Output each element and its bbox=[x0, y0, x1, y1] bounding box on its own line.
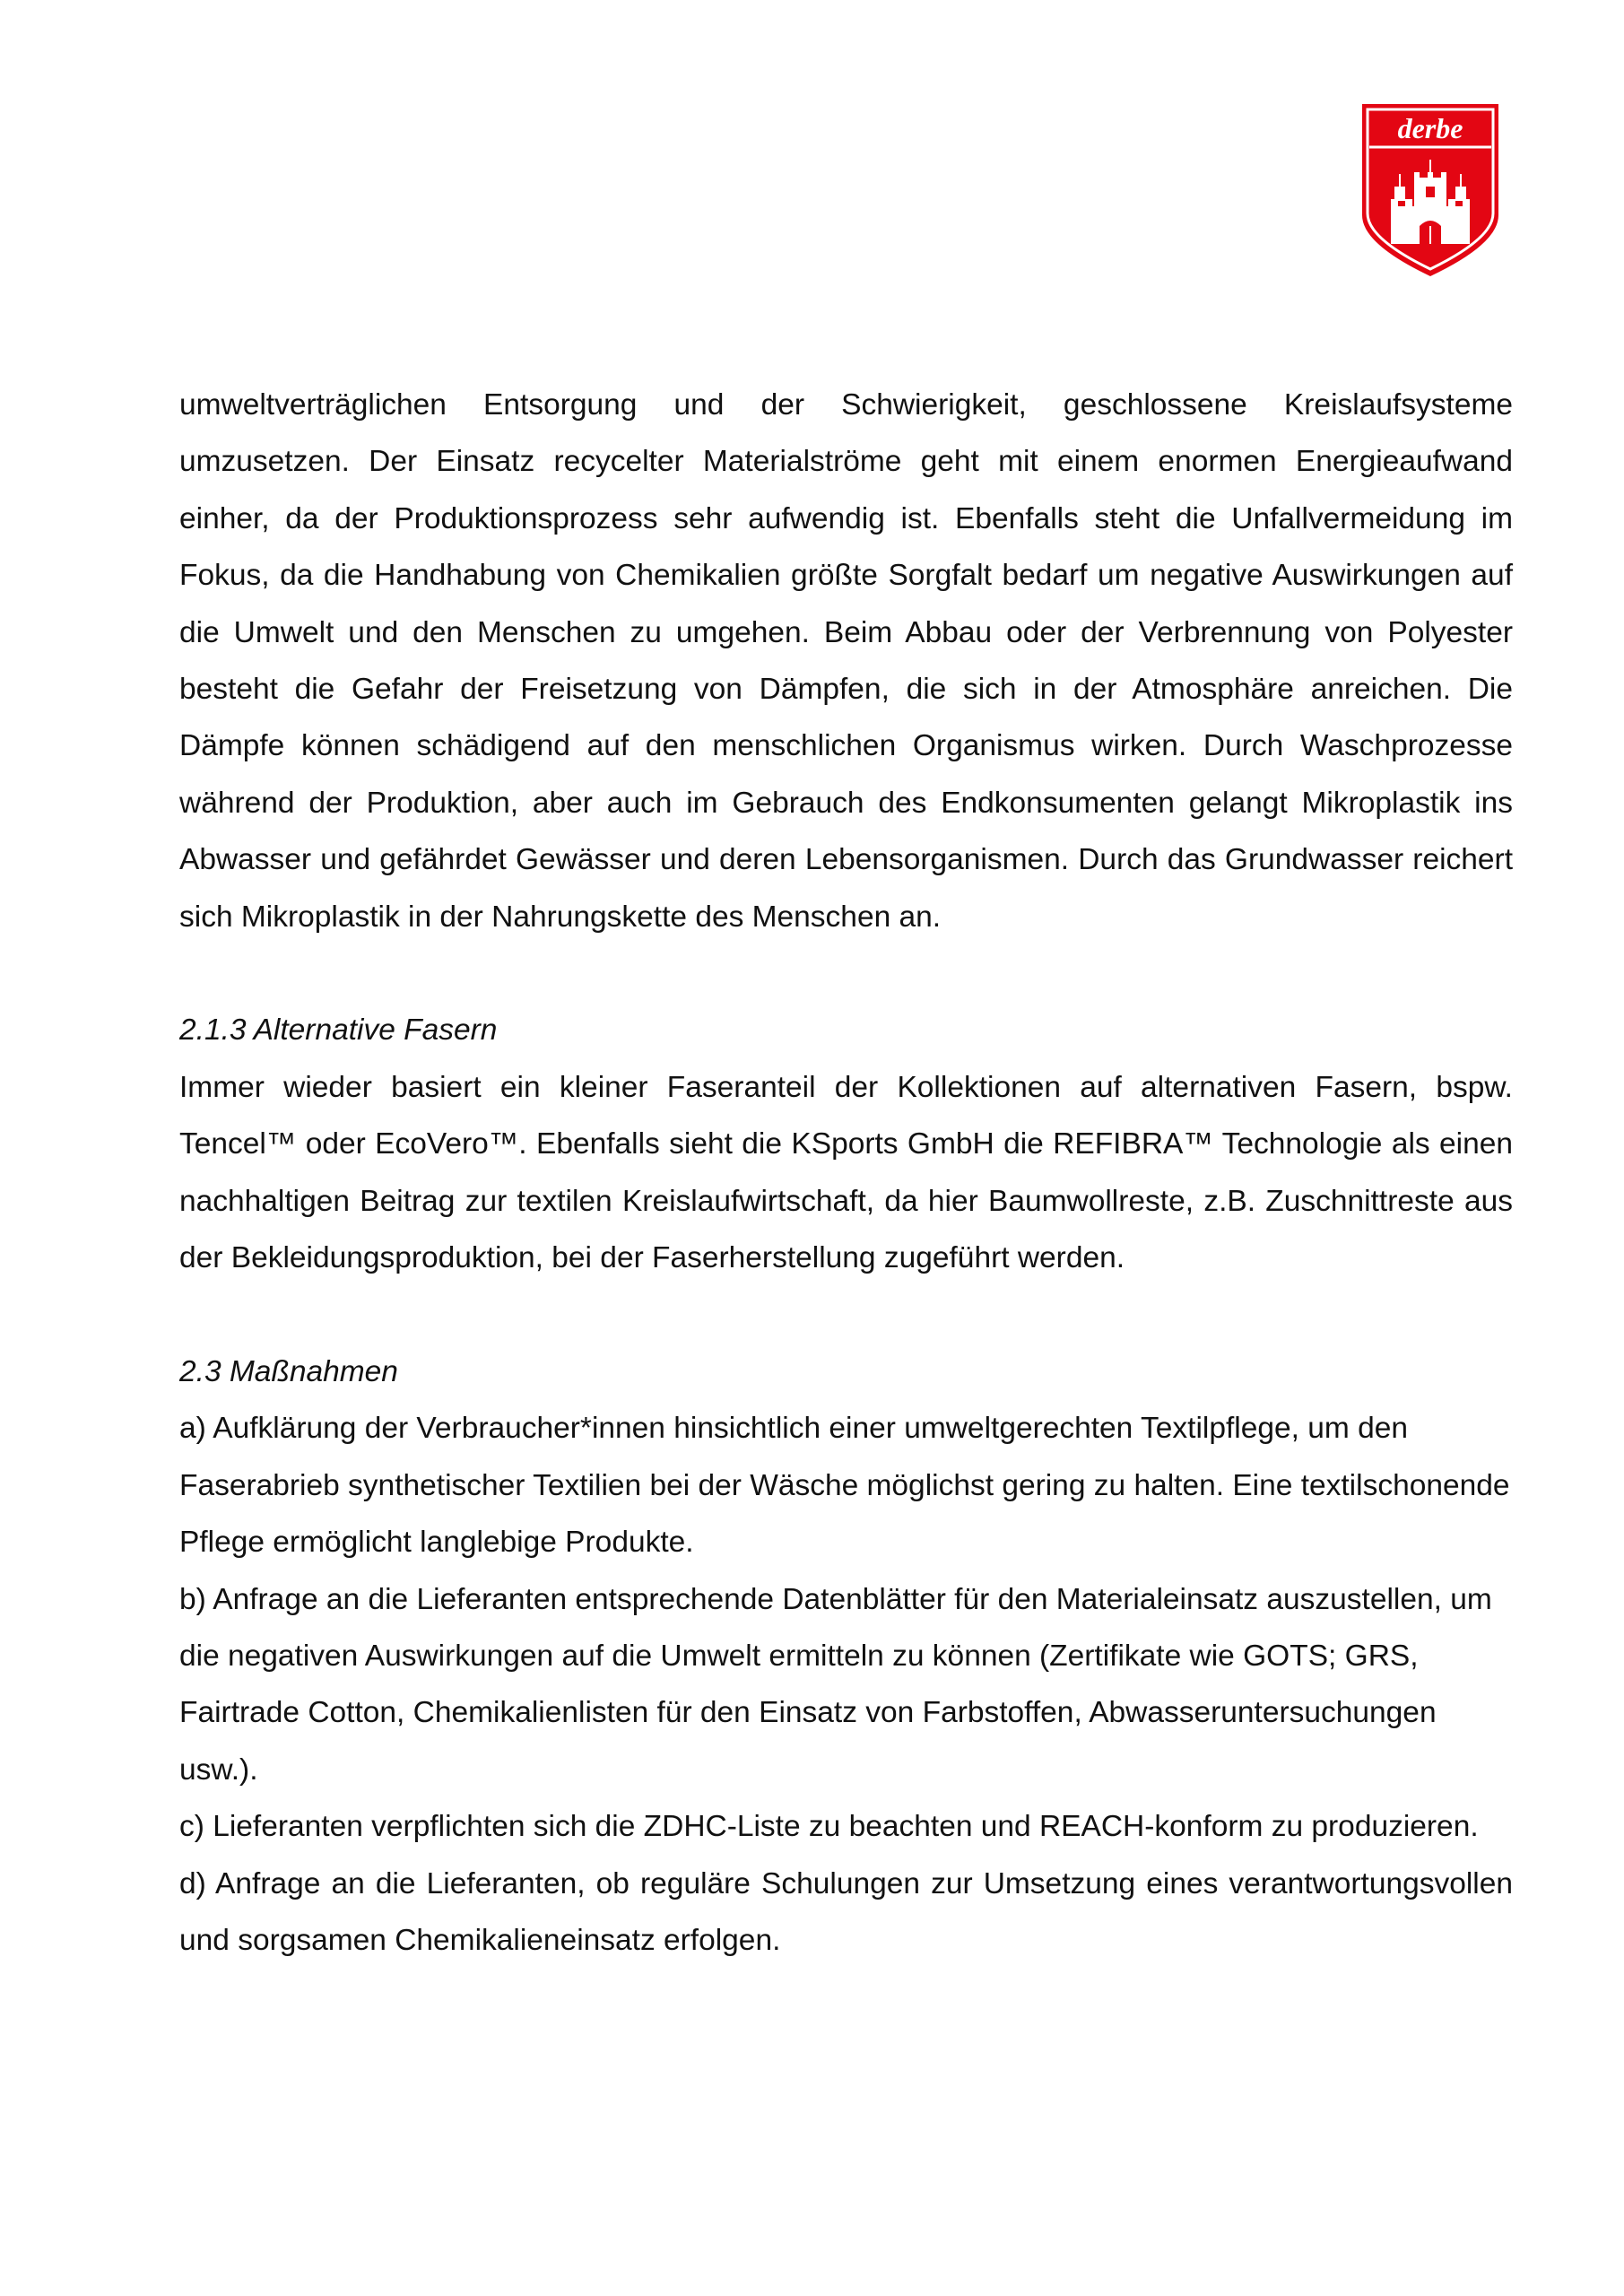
heading-alternative-fasern: 2.1.3 Alternative Fasern bbox=[179, 1013, 498, 1048]
heading-massnahmen: 2.3 Maßnahmen bbox=[179, 1354, 398, 1388]
measure-item-b: b) Anfrage an die Lieferanten entsprechende Datenblätter für den Materialeinsatz auszustellen, um die negativen Auswirkungen auf die Umwelt ermitteln zu können (Zertifikate wie GOTS; GRS, Fairtrade Cotton, Chemikalienlisten für den Einsatz von Farbstoffen, Abwasseruntersuchungen usw.). bbox=[179, 1582, 1492, 1787]
derbe-logo bbox=[1359, 100, 1502, 280]
intro-paragraph: umweltverträglichen Entsorgung und der Schwierigkeit, geschlossene Kreislaufsysteme umzusetzen. Der Einsatz recycelter Materialströme geht mit einem enormen Energieaufwand einher, da der Produktionsprozess sehr aufwendig ist. Ebenfalls steht die Unfallvermeidung im Fokus, da die Handhabung von Chemikalien größte Sorgfalt bedarf um negative Auswirkungen auf die Umwelt und den Menschen zu umgehen. Beim Abbau oder der Verbrennung von Polyester besteht die Gefahr der Freisetzung von Dämpfen, die sich in der Atmosphäre anreichen. Die Dämpfe können schädigend auf den menschlichen Organismus wirken. Durch Waschprozesse während der Produktion, aber auch im Gebrauch des Endkonsumenten gelangt Mikroplastik ins Abwasser und gefährdet Gewässer und deren Lebensorganismen. Durch das Grundwasser reichert sich Mikroplastik in der Nahrungskette des Menschen an. bbox=[179, 388, 1513, 934]
measure-item-c: c) Lieferanten verpflichten sich die ZDHC-Liste zu beachten und REACH-konform zu produzieren. bbox=[179, 1810, 1479, 1844]
spacer bbox=[179, 945, 1513, 1002]
logo-brand-text: derbe bbox=[1397, 112, 1463, 144]
alternative-fasern-paragraph: Immer wieder basiert ein kleiner Faseranteil der Kollektionen auf alternativen Fasern, bspw. Tencel™ oder EcoVero™. Ebenfalls sieht die KSports GmbH die REFIBRA™ Technologie als einen nachhaltigen Beitrag zur textilen Kreislaufwirtschaft, da hier Baumwollreste, z.B. Zuschnittreste aus der Bekleidungsproduktion, bei der Faserherstellung zugeführt werden. bbox=[179, 1070, 1513, 1275]
spacer bbox=[179, 1286, 1513, 1343]
measure-item-d: d) Anfrage an die Lieferanten, ob reguläre Schulungen zur Umsetzung eines verantwortungsvollen und sorgsamen Chemikalieneinsatz erfolgen. bbox=[179, 1866, 1513, 1957]
document-body bbox=[179, 377, 1513, 1969]
measure-item-a: a) Aufklärung der Verbraucher*innen hinsichtlich einer umweltgerechten Textilpflege, um den Faserabrieb synthetischer Textilien bei der Wäsche möglichst gering zu halten. Eine textilschonende Pflege ermöglicht langlebige Produkte. bbox=[179, 1412, 1510, 1560]
